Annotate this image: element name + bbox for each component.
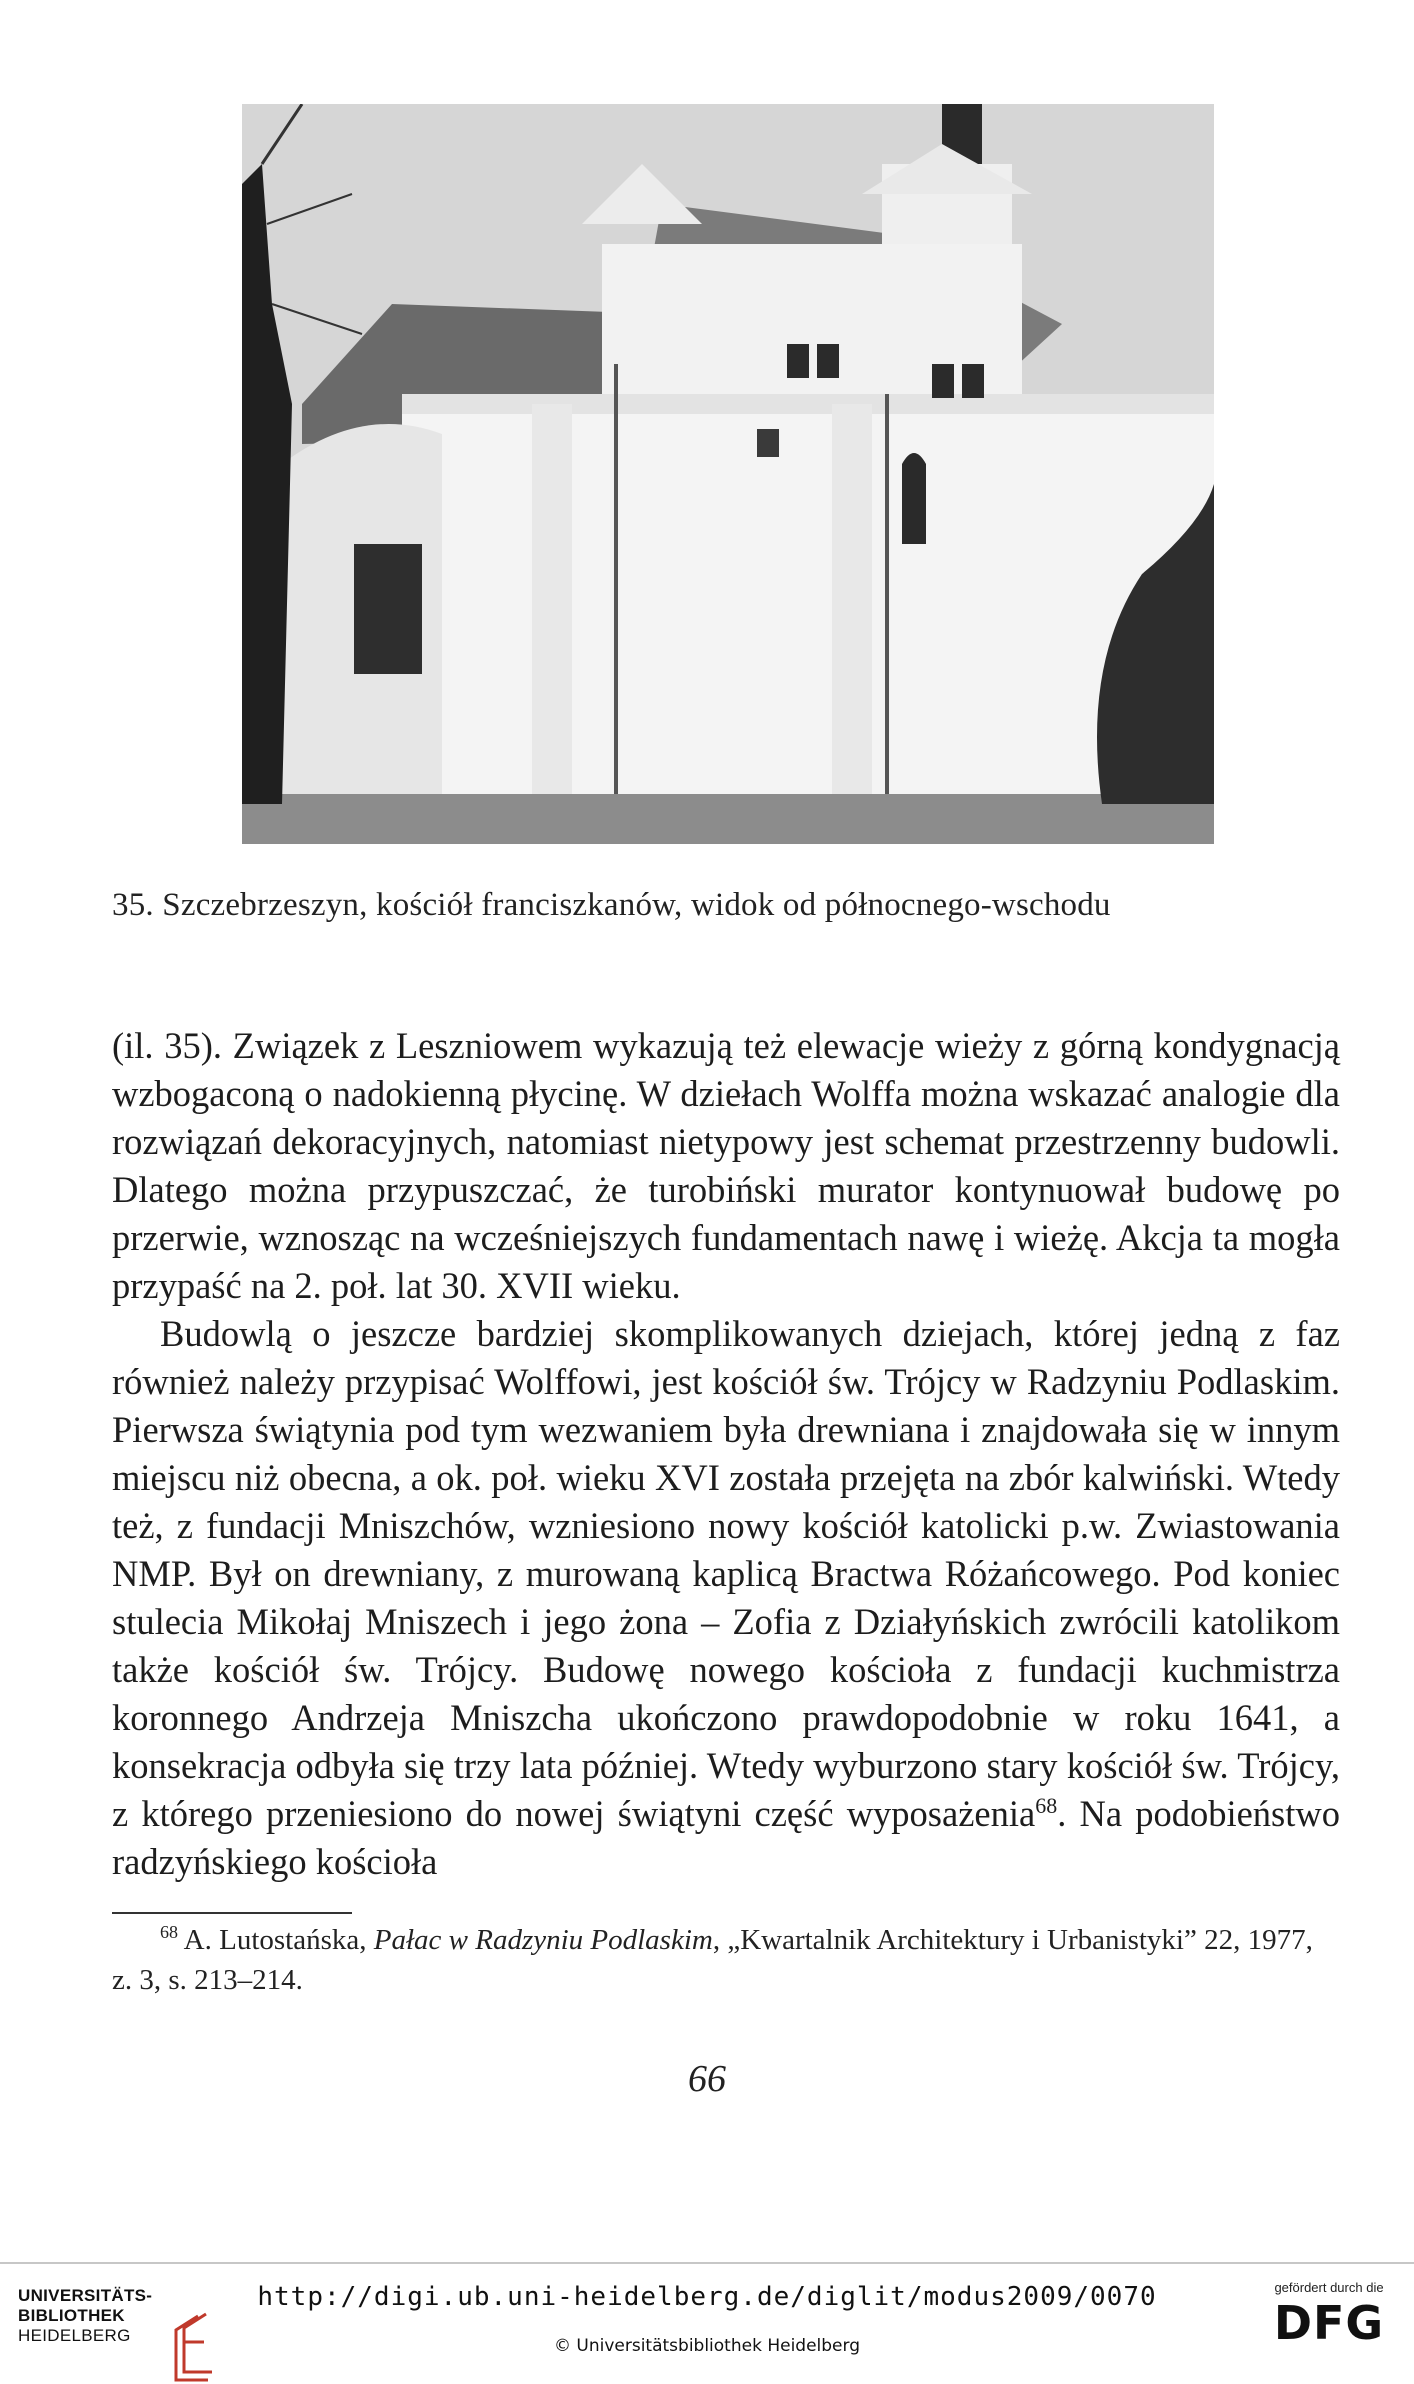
paragraph-2	[112, 1310, 1340, 1886]
dfg-logo[interactable]	[1254, 2280, 1404, 2351]
church-illustration	[242, 104, 1214, 844]
library-name-line-3: HEIDELBERG	[18, 2326, 131, 2345]
funder-name: DFG	[1273, 2296, 1385, 2350]
footnote-rest: , „Kwartalnik Architektury i Urbanistyki” 22, 1977, z. 3, s. 213–214.	[112, 1924, 1313, 1996]
footer-bar	[0, 2262, 1414, 2376]
footnote-title: Pałac w Radzyniu Podlaskim	[373, 1924, 713, 1956]
paragraph-2-text: Budowlą o jeszcze bardziej skomplikowanych dziejach, której jedną z faz również należy przypisać Wolffowi, jest kościół św. Trójcy w Radzyniu Podlaskim. Pierwsza świątynia pod tym wezwaniem była drewniana i znajdowała się w innym miejscu niż obecna, a ok. poł. wieku XVI została przejęta na zbór kalwiński. Wtedy też, z fundacji Mniszchów, wzniesiono nowy kościół katolicki p.w. Zwiastowania NMP. Był on drewniany, z murowaną kaplicą Bractwa Różańcowego. Pod koniec stulecia Mikołaj Mniszech i jego żona – Zofia z Działyńskich zwrócili katolikom także kościół św. Trójcy. Budowę nowego kościoła z fundacji kuchmistrza koronnego Andrzeja Mniszcha ukończono prawdopodobnie w roku 1641, a konsekracja odbyła się trzy lata później. Wtedy wyburzono stary kościół św. Trójcy, z którego przeniesiono do nowej świątyni część wyposażenia	[112, 1313, 1340, 1834]
funder-note: gefördert durch die	[1274, 2280, 1384, 2295]
church-photograph	[242, 104, 1214, 844]
footnote-number: 68	[160, 1922, 178, 1943]
copyright-notice: © Universitätsbibliothek Heidelberg	[553, 2336, 860, 2356]
footnote-68	[112, 1920, 1340, 2000]
library-name-line-2: BIBLIOTHEK	[18, 2306, 125, 2325]
library-name-line-1: UNIVERSITÄTS-	[18, 2286, 153, 2305]
footnote-author: A. Lutostańska,	[183, 1924, 367, 1956]
footnote-separator	[112, 1912, 352, 1914]
figure-caption: 35. Szczebrzeszyn, kościół franciszkanów, widok od północnego-wschodu	[112, 887, 1111, 923]
page-number: 66	[688, 2058, 726, 2100]
footnote-ref-68[interactable]: 68	[1035, 1792, 1058, 1818]
paragraph-1: (il. 35). Związek z Leszniowem wykazują też elewacje wieży z górną kondygnacją wzbogaconą o nadokienną płycinę. W dziełach Wolffa można wskazać analogie dla rozwiązań dekoracyjnych, natomiast nietypowy jest schemat przestrzenny budowli. Dlatego można przypuszczać, że turobiński murator kontynuował budowę po przerwie, wznosząc na wcześniejszych fundamentach nawę i wieżę. Akcja ta mogła przypaść na 2. poł. lat 30. XVII wieku.	[112, 1025, 1340, 1306]
source-url-link[interactable]: http://digi.ub.uni-heidelberg.de/diglit/modus2009/0070	[257, 2282, 1157, 2312]
paragraph-2-tail: . Na podobieństwo radzyńskiego kościoła	[112, 1793, 1340, 1882]
body-text	[112, 1022, 1340, 1886]
